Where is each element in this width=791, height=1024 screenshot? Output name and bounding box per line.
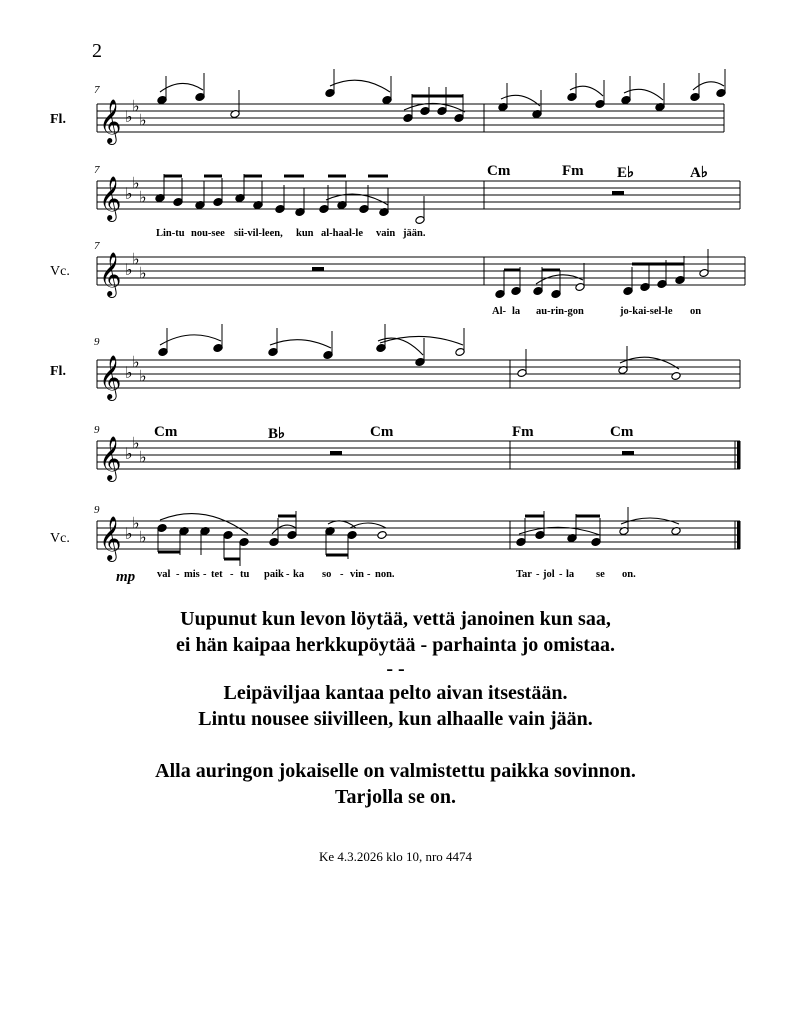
lyric: mis [184, 569, 200, 580]
lyric: jään. [403, 228, 426, 239]
lyric: au-rin-gon [536, 306, 584, 317]
poem-line: Tarjolla se on. [335, 786, 456, 808]
lyric: - [536, 569, 540, 580]
poem-line: Alla auringon jokaiselle on valmistettu paikka sovinnon. [155, 760, 636, 782]
flat-sign: ♭ [132, 352, 140, 372]
flat-sign: ♭ [139, 447, 147, 467]
lyric: so [322, 569, 332, 580]
footer-date: Ke 4.3.2026 klo 10, nro 4474 [318, 849, 473, 864]
flat-sign: ♭ [139, 366, 147, 386]
cello-label-1: Vc. [50, 264, 70, 279]
lyric: al-haal-le [321, 228, 363, 239]
measure-number-vox-1: 7 [94, 164, 100, 176]
slur [693, 82, 724, 90]
lyric: ka [293, 569, 305, 580]
flat-sign: ♭ [125, 524, 133, 543]
whole-rest [622, 451, 634, 455]
flute-label-1: Fl. [50, 112, 66, 127]
lyric: tet [211, 569, 223, 580]
chord-symbol: Cm [610, 424, 634, 440]
note-head [671, 372, 681, 381]
treble-clef: 𝄞 [99, 252, 122, 296]
whole-rest [330, 451, 342, 455]
lyric: non. [375, 569, 395, 580]
lyric: jol [543, 569, 555, 580]
flat-sign: ♭ [132, 173, 140, 193]
page-number: 2 [92, 40, 102, 62]
lyric: jo-kai-sel-le [620, 306, 673, 317]
chord-symbol: Fm [512, 424, 534, 440]
final-barline [737, 441, 741, 469]
lyric: - [286, 569, 290, 580]
poem-line: - - [386, 658, 405, 680]
measure-number-vc-1: 7 [94, 240, 100, 252]
lyric: paik [264, 569, 284, 580]
lyric: kun [296, 228, 314, 239]
lyric: - [340, 569, 344, 580]
poem-line: Lintu nousee siivilleen, kun alhaalle vain jään. [198, 708, 593, 730]
flat-sign: ♭ [132, 249, 140, 269]
final-barline [737, 521, 741, 549]
flat-sign: ♭ [139, 527, 147, 547]
flat-sign: ♭ [125, 444, 133, 463]
flat-sign: ♭ [125, 363, 133, 382]
whole-rest [312, 267, 324, 271]
poem-line: ei hän kaipaa herkkupöytää - parhainta jo omistaa. [176, 634, 615, 656]
treble-clef: 𝄞 [99, 99, 122, 143]
lyric: on [690, 306, 702, 317]
chord-symbol: E♭ [617, 165, 635, 181]
measure-number-vc-2: 9 [94, 504, 100, 516]
chord-symbol: Fm [562, 163, 584, 179]
cello-label-2: Vc. [50, 531, 70, 546]
lyric: vain [376, 228, 396, 239]
slur [160, 335, 221, 345]
slur [270, 340, 331, 348]
lyric: val [157, 569, 171, 580]
lyric: la [566, 569, 575, 580]
lyric: - [203, 569, 207, 580]
chord-symbol: A♭ [690, 165, 708, 181]
flat-sign: ♭ [132, 96, 140, 116]
lyric: on. [622, 569, 636, 580]
flute-label-2: Fl. [50, 364, 66, 379]
chord-symbol: Cm [487, 163, 511, 179]
chord-symbol: Cm [154, 424, 178, 440]
chord-symbol: Cm [370, 424, 394, 440]
lyric: Lin-tu [156, 228, 185, 239]
note-head [377, 531, 387, 540]
poem-line: Uupunut kun levon löytää, vettä janoinen kun saa, [180, 608, 611, 630]
flat-sign: ♭ [132, 433, 140, 453]
flat-sign: ♭ [139, 187, 147, 207]
treble-clef: 𝄞 [99, 176, 122, 220]
lyric: se [596, 569, 605, 580]
flat-sign: ♭ [125, 107, 133, 126]
lyric: nou-see [191, 228, 225, 239]
lyric: la [512, 306, 521, 317]
lyric: vin [350, 569, 365, 580]
dynamic-marking: mp [116, 569, 136, 585]
flat-sign: ♭ [132, 513, 140, 533]
lyric: - [230, 569, 234, 580]
slur [330, 80, 390, 92]
flat-sign: ♭ [139, 110, 147, 130]
treble-clef: 𝄞 [99, 516, 122, 560]
treble-clef: 𝄞 [99, 355, 122, 399]
flat-sign: ♭ [125, 260, 133, 279]
lyric: - [367, 569, 371, 580]
whole-rest [612, 191, 624, 195]
treble-clef: 𝄞 [99, 436, 122, 480]
chord-symbol: B♭ [268, 426, 286, 442]
flat-sign: ♭ [139, 263, 147, 283]
measure-number-fl-2: 9 [94, 336, 100, 348]
lyric: sii-vil-leen, [234, 228, 283, 239]
measure-number-vox-2: 9 [94, 424, 100, 436]
measure-number-fl-1: 7 [94, 84, 100, 96]
slur [326, 194, 388, 205]
lyric: - [559, 569, 563, 580]
lyric: Al- [492, 306, 506, 317]
flat-sign: ♭ [125, 184, 133, 203]
poem-line: Leipäviljaa kantaa pelto aivan itsestään. [223, 682, 568, 704]
lyric: Tar [516, 569, 532, 580]
lyric: tu [240, 569, 250, 580]
lyric: - [176, 569, 180, 580]
